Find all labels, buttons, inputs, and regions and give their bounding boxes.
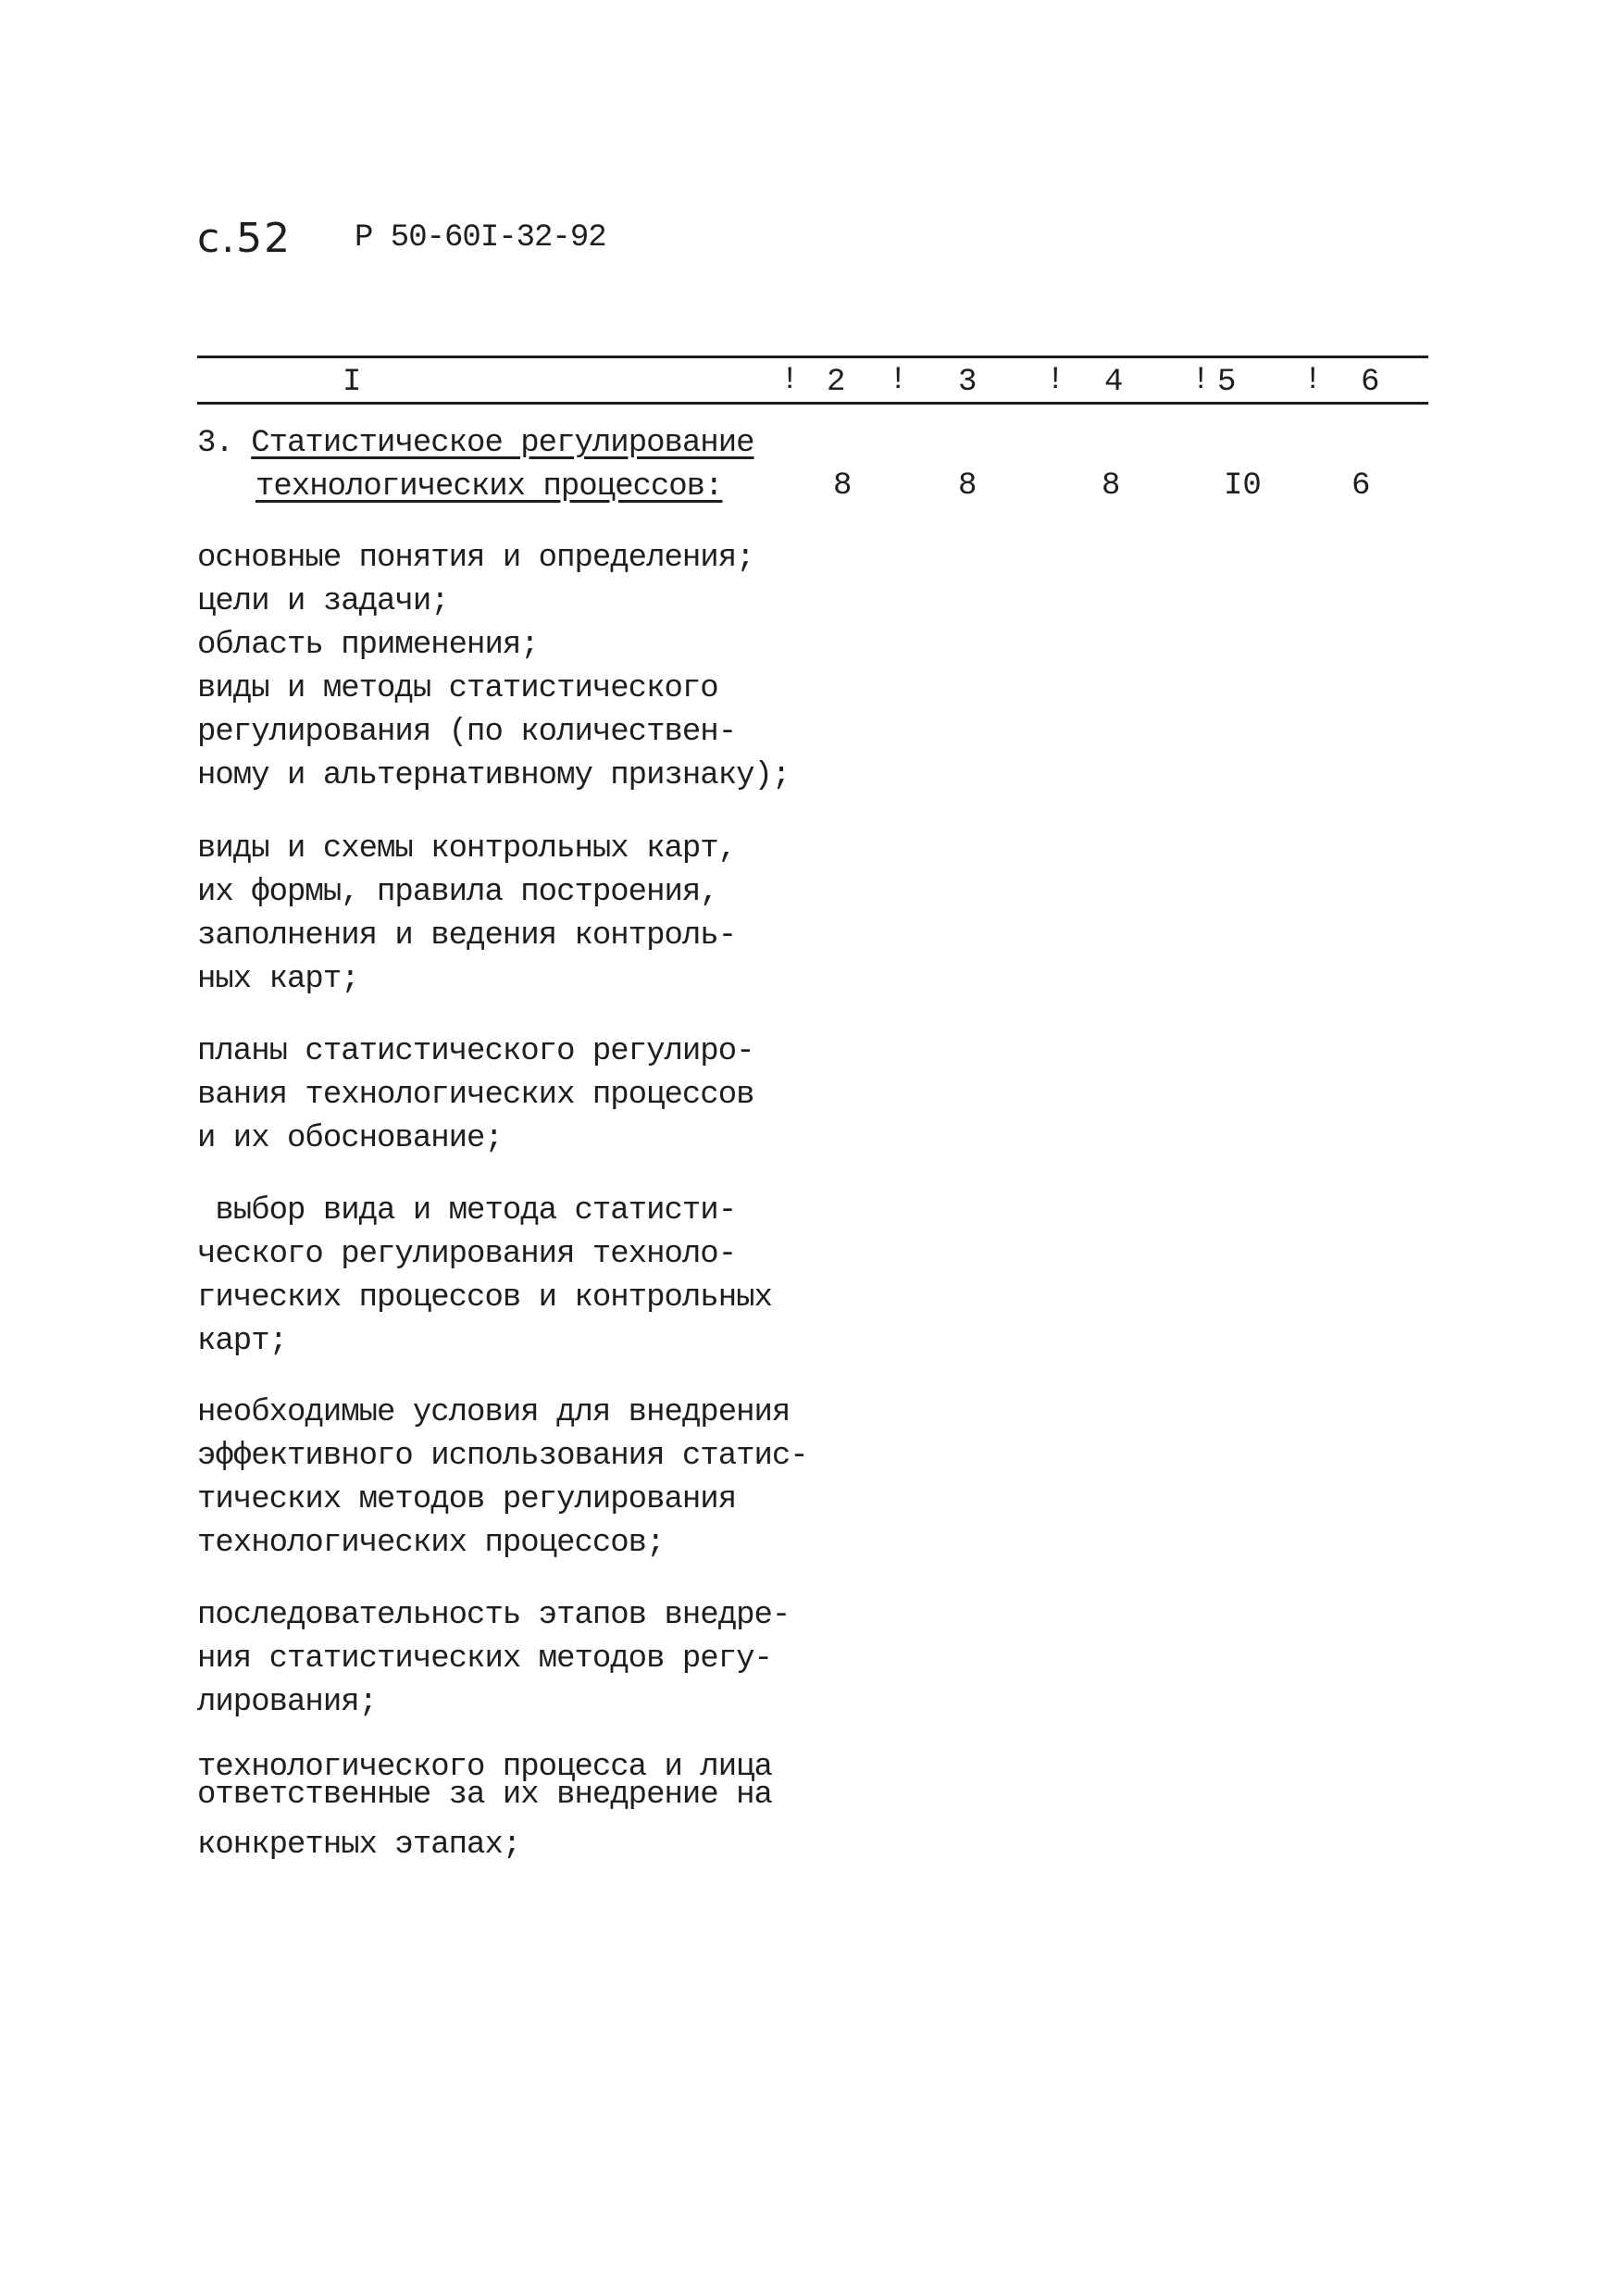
column-separator: ! [1191,363,1211,398]
column-header-3: 3 [958,365,978,400]
section-title-line-2: технологических процессов: [255,469,723,505]
table-cell-column-6: 6 [1351,468,1371,504]
column-header-6: 6 [1361,365,1380,400]
column-separator: ! [1046,363,1065,398]
column-header-4: 4 [1104,365,1124,400]
section-title-line-1: Статистическое регулирование [251,426,754,461]
section-heading [197,422,754,509]
table-top-rule [197,356,1428,358]
topic-paragraph-last-line: конкретных этапах; [197,1828,521,1863]
topic-paragraph: планы статистического регулиро- вания технологических процессов и их обоснование; [197,1034,754,1156]
topic-paragraph: технологического процесса и лица ответственные за их внедрение на [197,1750,772,1813]
table-cell-column-5: I0 [1224,468,1262,504]
column-separator: ! [889,363,908,398]
topic-paragraph: выбор вида и метода статисти- ческого регулирования техноло- гических процессов и контрольных карт; [197,1193,772,1359]
table-cell-column-3: 8 [958,468,978,504]
topic-paragraph: виды и схемы контрольных карт, их формы, правила построения, заполнения и ведения контроль- ных карт; [197,831,737,997]
document-code: Р 50-60I-32-92 [355,220,606,256]
topic-paragraph: последовательность этапов внедре- ния статистических методов регу- лирования; [197,1598,791,1720]
section-number: 3. [197,426,233,461]
column-header-2: 2 [827,365,846,400]
page-number: с.52 [197,215,293,262]
column-header-5: 5 [1217,365,1237,400]
table-header-rule [197,402,1428,405]
table-cell-column-4: 8 [1102,468,1121,504]
column-separator: ! [1303,363,1323,398]
table-cell-column-2: 8 [833,468,853,504]
topic-paragraph: необходимые условия для внедрения эффективного использования статис- тических методов регулирования технологических процессов; [197,1395,808,1561]
topic-paragraph: основные понятия и определения; цели и задачи; область применения; виды и методы статистического регулирования (по количествен- ному и альтернативному признаку); [197,541,791,793]
column-separator: ! [780,363,800,398]
column-header-1: I [342,365,362,400]
